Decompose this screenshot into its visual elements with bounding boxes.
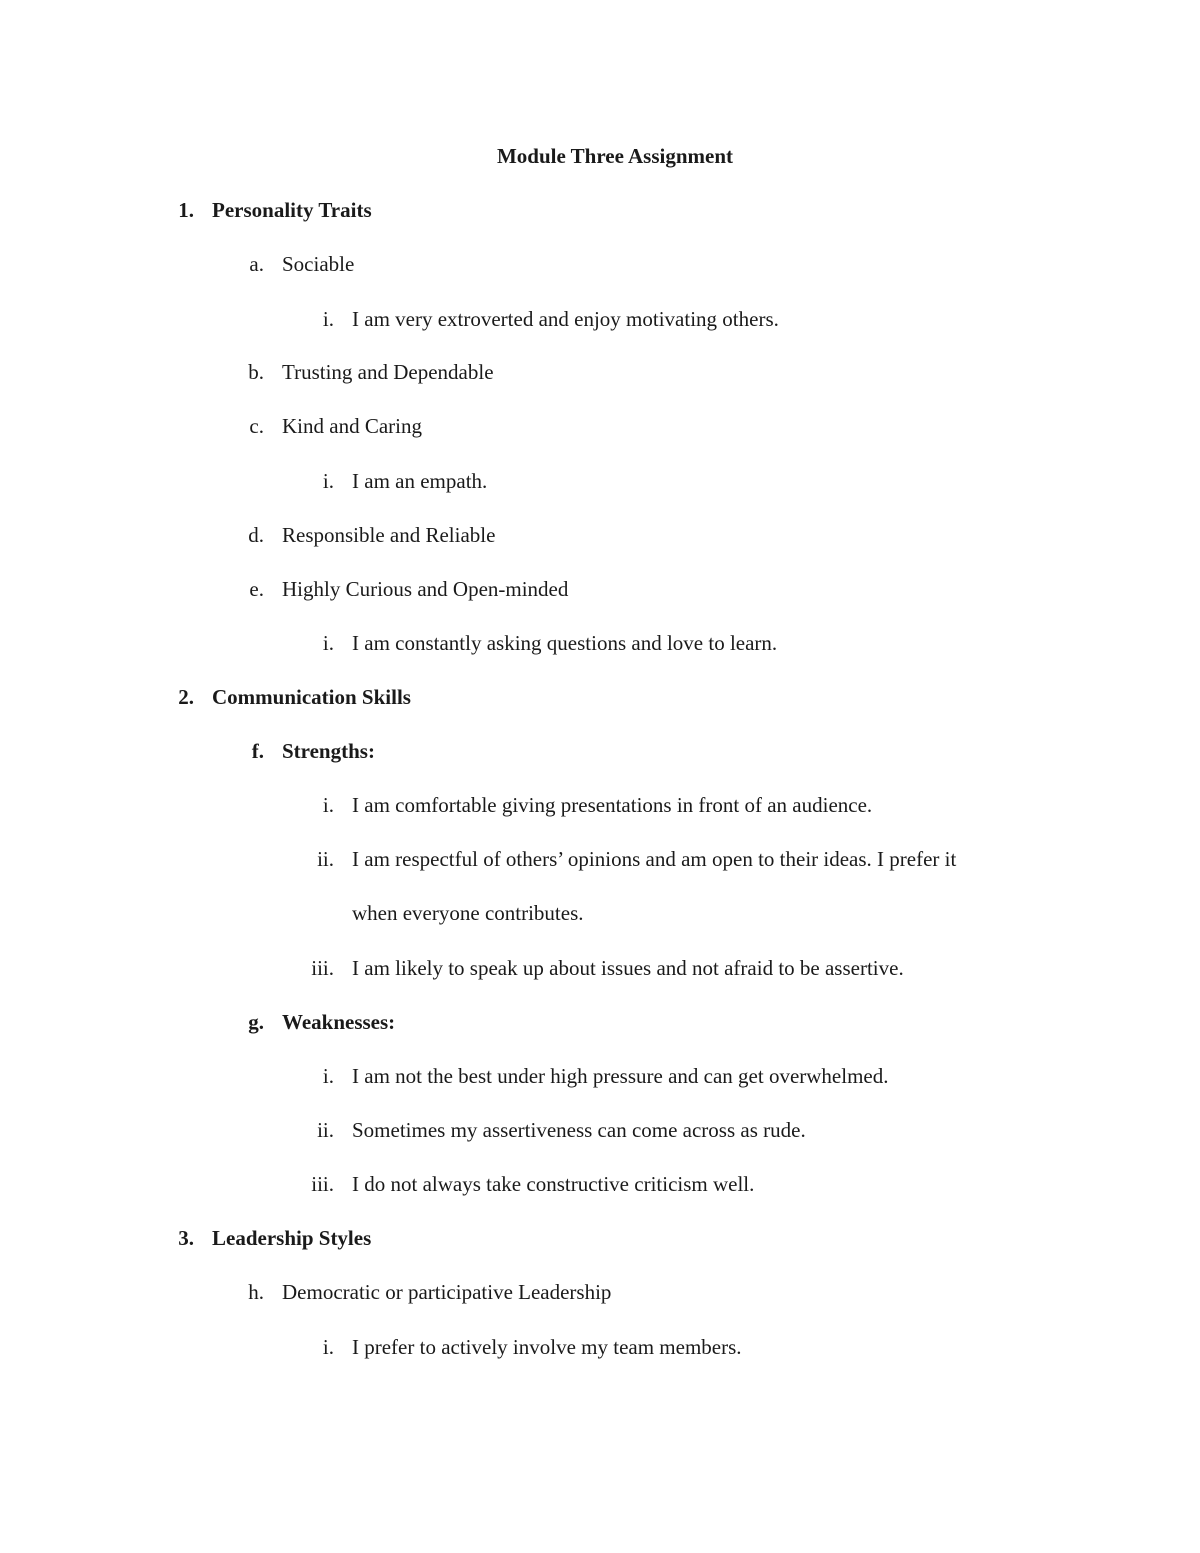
item-letter: e. — [249, 577, 264, 601]
item-text: Kind and Caring — [282, 414, 422, 438]
sub-item-text: I am an empath. — [352, 469, 488, 493]
sub-item-text: I am likely to speak up about issues and not afraid to be assertive. — [352, 956, 904, 980]
sub-item-text: I am not the best under high pressure and can get overwhelmed. — [352, 1064, 889, 1088]
sub-item-text: I am respectful of others’ opinions and am open to their ideas. I prefer it — [352, 847, 957, 871]
sub-item-numeral: i. — [322, 469, 334, 493]
sub-item-numeral: i. — [322, 307, 334, 331]
sub-item-numeral: iii. — [311, 956, 334, 980]
item-letter: g. — [248, 1010, 264, 1034]
section-number: 3. — [178, 1226, 194, 1250]
item-text: Responsible and Reliable — [282, 523, 496, 547]
section-title: Communication Skills — [212, 685, 411, 709]
sub-item-text: I do not always take constructive criticism well. — [352, 1172, 755, 1196]
item-text: Trusting and Dependable — [282, 360, 494, 384]
item-text: Weaknesses: — [282, 1010, 396, 1034]
sub-item-text: Sometimes my assertiveness can come across as rude. — [352, 1118, 806, 1142]
sub-item-numeral: i. — [322, 631, 334, 655]
item-letter: h. — [248, 1280, 264, 1304]
item-text: Strengths: — [282, 739, 375, 763]
document-title: Module Three Assignment — [496, 144, 734, 168]
sub-item-numeral: ii. — [317, 1118, 334, 1142]
sub-item-numeral: i. — [322, 1064, 334, 1088]
section-number: 1. — [178, 198, 194, 222]
section-number: 2. — [178, 685, 194, 709]
sub-item-numeral: iii. — [311, 1172, 334, 1196]
item-letter: c. — [249, 414, 264, 438]
item-letter: a. — [249, 252, 264, 276]
sub-item-text: I am constantly asking questions and love to learn. — [352, 631, 778, 655]
sub-item-text: I am comfortable giving presentations in front of an audience. — [352, 793, 873, 817]
sub-item-numeral: i. — [322, 793, 334, 817]
sub-item-numeral: ii. — [317, 847, 334, 871]
item-letter: b. — [248, 360, 264, 384]
sub-item-text-continued: when everyone contributes. — [352, 901, 584, 925]
item-letter: f. — [251, 739, 264, 763]
sub-item-text: I prefer to actively involve my team members. — [352, 1335, 742, 1359]
item-text: Sociable — [282, 252, 355, 276]
section-title: Personality Traits — [212, 198, 372, 222]
sub-item-text: I am very extroverted and enjoy motivating others. — [352, 307, 779, 331]
item-text: Democratic or participative Leadership — [282, 1280, 612, 1304]
section-title: Leadership Styles — [212, 1226, 372, 1250]
sub-item-numeral: i. — [322, 1335, 334, 1359]
item-letter: d. — [248, 523, 264, 547]
item-text: Highly Curious and Open-minded — [282, 577, 569, 601]
